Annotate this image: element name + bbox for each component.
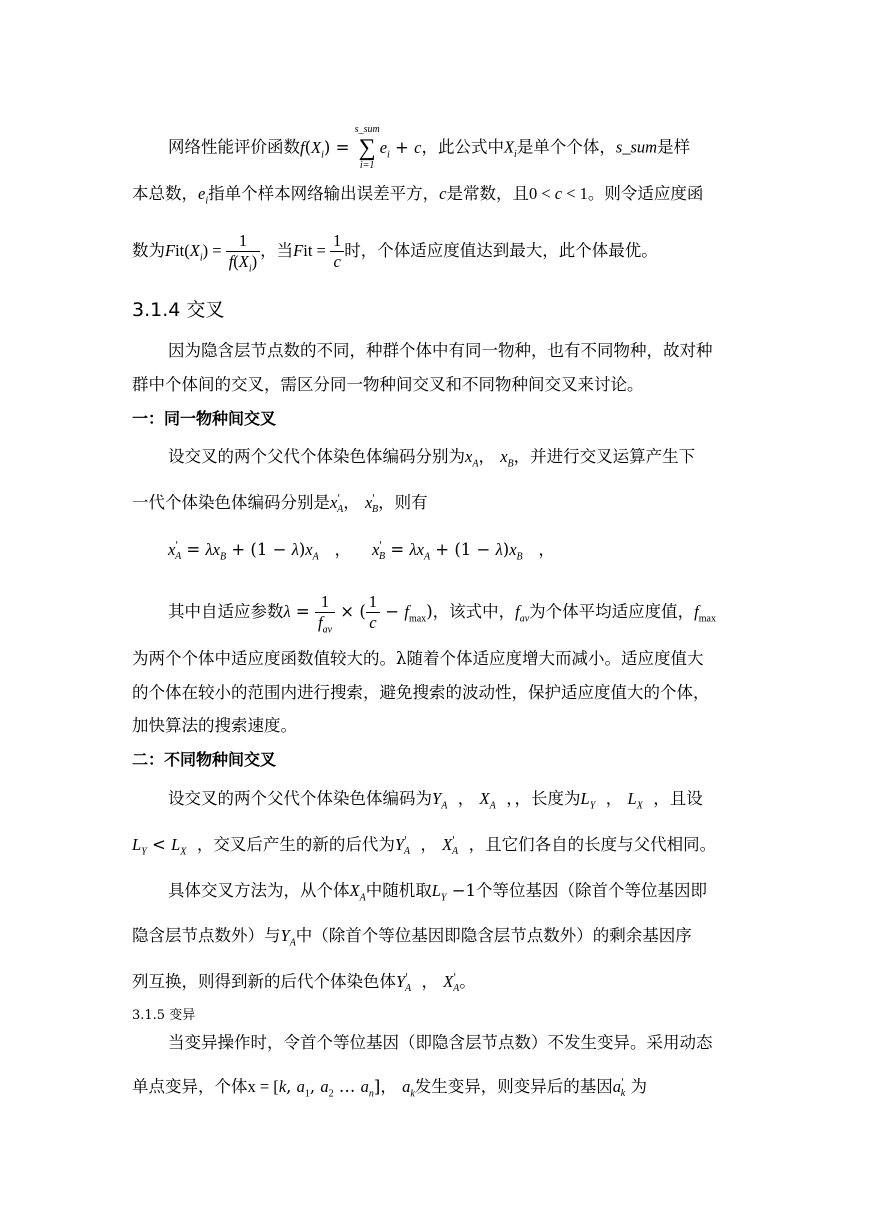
text-run: 中随机取 — [365, 881, 432, 900]
text-run: 列互换，则得到新的后代个体染色体 — [132, 972, 396, 991]
text-line: $L_Y < L_X$ ，交叉后产生的新的后代为$Y'_A$ ， $X'_A$ ，且它们各自的长度与父代相同。 — [132, 835, 717, 858]
text-run: 其中自适应参数 — [168, 602, 284, 621]
text-run: ，交叉后产生的新的后代为 — [196, 835, 395, 854]
text-run: ，该式中， — [432, 602, 516, 621]
text-run: ， — [478, 447, 495, 466]
text-run: 隐含层节点数外）与 — [132, 926, 281, 945]
subsection-heading: 一：同一物种间交叉 — [132, 409, 277, 428]
text-run: 设交叉的两个父代个体染色体编码为 — [168, 789, 432, 808]
text-run: 一代个体染色体编码分别是 — [132, 493, 330, 512]
text-run: 个等位基因（除首个等位基因即 — [476, 881, 708, 900]
text-line: 隐含层节点数外）与$Y_A$中（除首个等位基因即隐含层节点数外）的剩余基因序 — [132, 926, 692, 949]
text-line: 因为隐含层节点数的不同，种群个体中有同一物种，也有不同物种，故对种 — [168, 341, 713, 360]
section-heading: 3.1.5 变异 — [132, 1008, 196, 1023]
text-run: ，并进行交叉运算产生下 — [513, 447, 696, 466]
section-heading: 3.1.4 交叉 — [132, 299, 225, 321]
text-run: 为个体平均适应度值， — [529, 602, 695, 621]
formula-crossover: $x'_A = \lambda x_B + (1 - \lambda)x_A$ ， $x'_B = \lambda x_A + (1 - \lambda)x_B$ ， — [168, 540, 555, 563]
text-run: 。 — [459, 972, 476, 991]
text-line: 的个体在较小的范围内进行搜索，避免搜索的波动性，保护适应度值大的个体， — [132, 683, 710, 702]
text-line: 一代个体染色体编码分别是$x'_A$， $x'_B$，则有 — [132, 493, 428, 516]
text-line: 当变异操作时，令首个等位基因（即隐含层节点数）不发生变异。采用动态 — [168, 1033, 713, 1052]
text-run: 发生变异，则变异后的基因 — [414, 1077, 613, 1096]
text-line: 具体交叉方法为，从个体$X_A$中随机取$L_Y -1$个等位基因（除首个等位基因即 — [168, 881, 708, 904]
text-run: 本总数， — [132, 184, 198, 203]
text-run: 具体交叉方法为，从个体 — [168, 881, 350, 900]
text-line: 加快算法的搜索速度。 — [132, 716, 297, 735]
text-line: 为两个个体中适应度函数值较大的。λ随着个体适应度增大而减小。适应度值大 — [132, 649, 704, 668]
text-run: 是样 — [657, 137, 691, 157]
text-run: ， — [343, 493, 360, 512]
text-run: ，且设 — [653, 789, 703, 808]
subsection-heading: 二：不同物种间交叉 — [132, 750, 277, 769]
text-line: 其中自适应参数λ = $\frac{1}{f_{av}}$ × ( $\frac{1}{c}$ − $f_{max}$)，该式中，$f_{av}$为个体平均适应度值，$f_{max}$ — [168, 592, 716, 636]
text-run: 设交叉的两个父代个体染色体编码分别为 — [168, 447, 465, 466]
text-run: 指单个样本网络输出误差平方， — [208, 184, 440, 203]
text-run: 中（除首个等位基因即隐含层节点数外）的剩余基因序 — [295, 926, 692, 945]
text-run: 为 — [630, 1077, 647, 1096]
text-line: 数为$Fit(X_i)$ = $\frac{1}{f(X_i)}$ ，当Fit = $\frac{1}{c}$ 时，个体适应度值达到最大，此个体最优。 — [132, 231, 658, 275]
text-run: 时，个体适应度值达到最大，此个体最优。 — [344, 241, 658, 260]
text-run: 是常数，且 — [446, 184, 529, 203]
text-line: 网络性能评价函数$f(X_i)$ = s_sum ∑ i=1 $e_i + c$，此公式中$X_i$是单个个体，s_sum是样 — [168, 124, 691, 171]
text-run: ， — [380, 1077, 397, 1096]
text-line: 设交叉的两个父代个体染色体编码分别为$x_A$， $x_B$，并进行交叉运算产生下 — [168, 447, 696, 470]
text-line: 单点变异，个体x = [k, $a_1$, $a_2$ … $a_n$]， $a_k$发生变异，则变异后的基因$a'_k$ 为 — [132, 1077, 647, 1100]
text-run: 网络性能评价函数 — [168, 137, 300, 157]
text-run: ，当 — [260, 241, 294, 260]
text-run: 是单个个体， — [516, 137, 616, 157]
text-line: 群中个体间的交叉，需区分同一物种间交叉和不同物种间交叉来讨论。 — [132, 375, 644, 394]
formula-fit: $Fit(X_i)$ = $\frac{1}{f(X_i)}$ — [165, 241, 260, 260]
text-run: 单点变异，个体 — [132, 1077, 248, 1096]
text-run: ，此公式中 — [421, 137, 504, 157]
text-run: ，则有 — [378, 493, 428, 512]
text-run: 数为 — [132, 241, 165, 260]
text-run: 。则令适应度函 — [587, 184, 704, 203]
text-line: 列互换，则得到新的后代个体染色体$Y'_A$ ， $X'_A$。 — [132, 972, 476, 995]
text-line: 本总数，$e_i$指单个样本网络输出误差平方，c是常数，且0 < c < 1。则令适应度函 — [132, 184, 704, 207]
formula-fitness: $f(X_i)$ = s_sum ∑ i=1 $e_i + c$ — [300, 124, 422, 171]
formula-lambda: λ = $\frac{1}{f_{av}}$ × ( $\frac{1}{c}$ − $f_{max}$) — [283, 592, 433, 636]
text-run: ，且它们各自的长度与父代相同。 — [468, 835, 717, 854]
text-run: ，长度为 — [514, 789, 581, 808]
text-line: 设交叉的两个父代个体染色体编码为$Y_A$ ， $X_A$ ，，长度为$L_Y$ ， $L_X$ ，且设 — [168, 789, 703, 812]
